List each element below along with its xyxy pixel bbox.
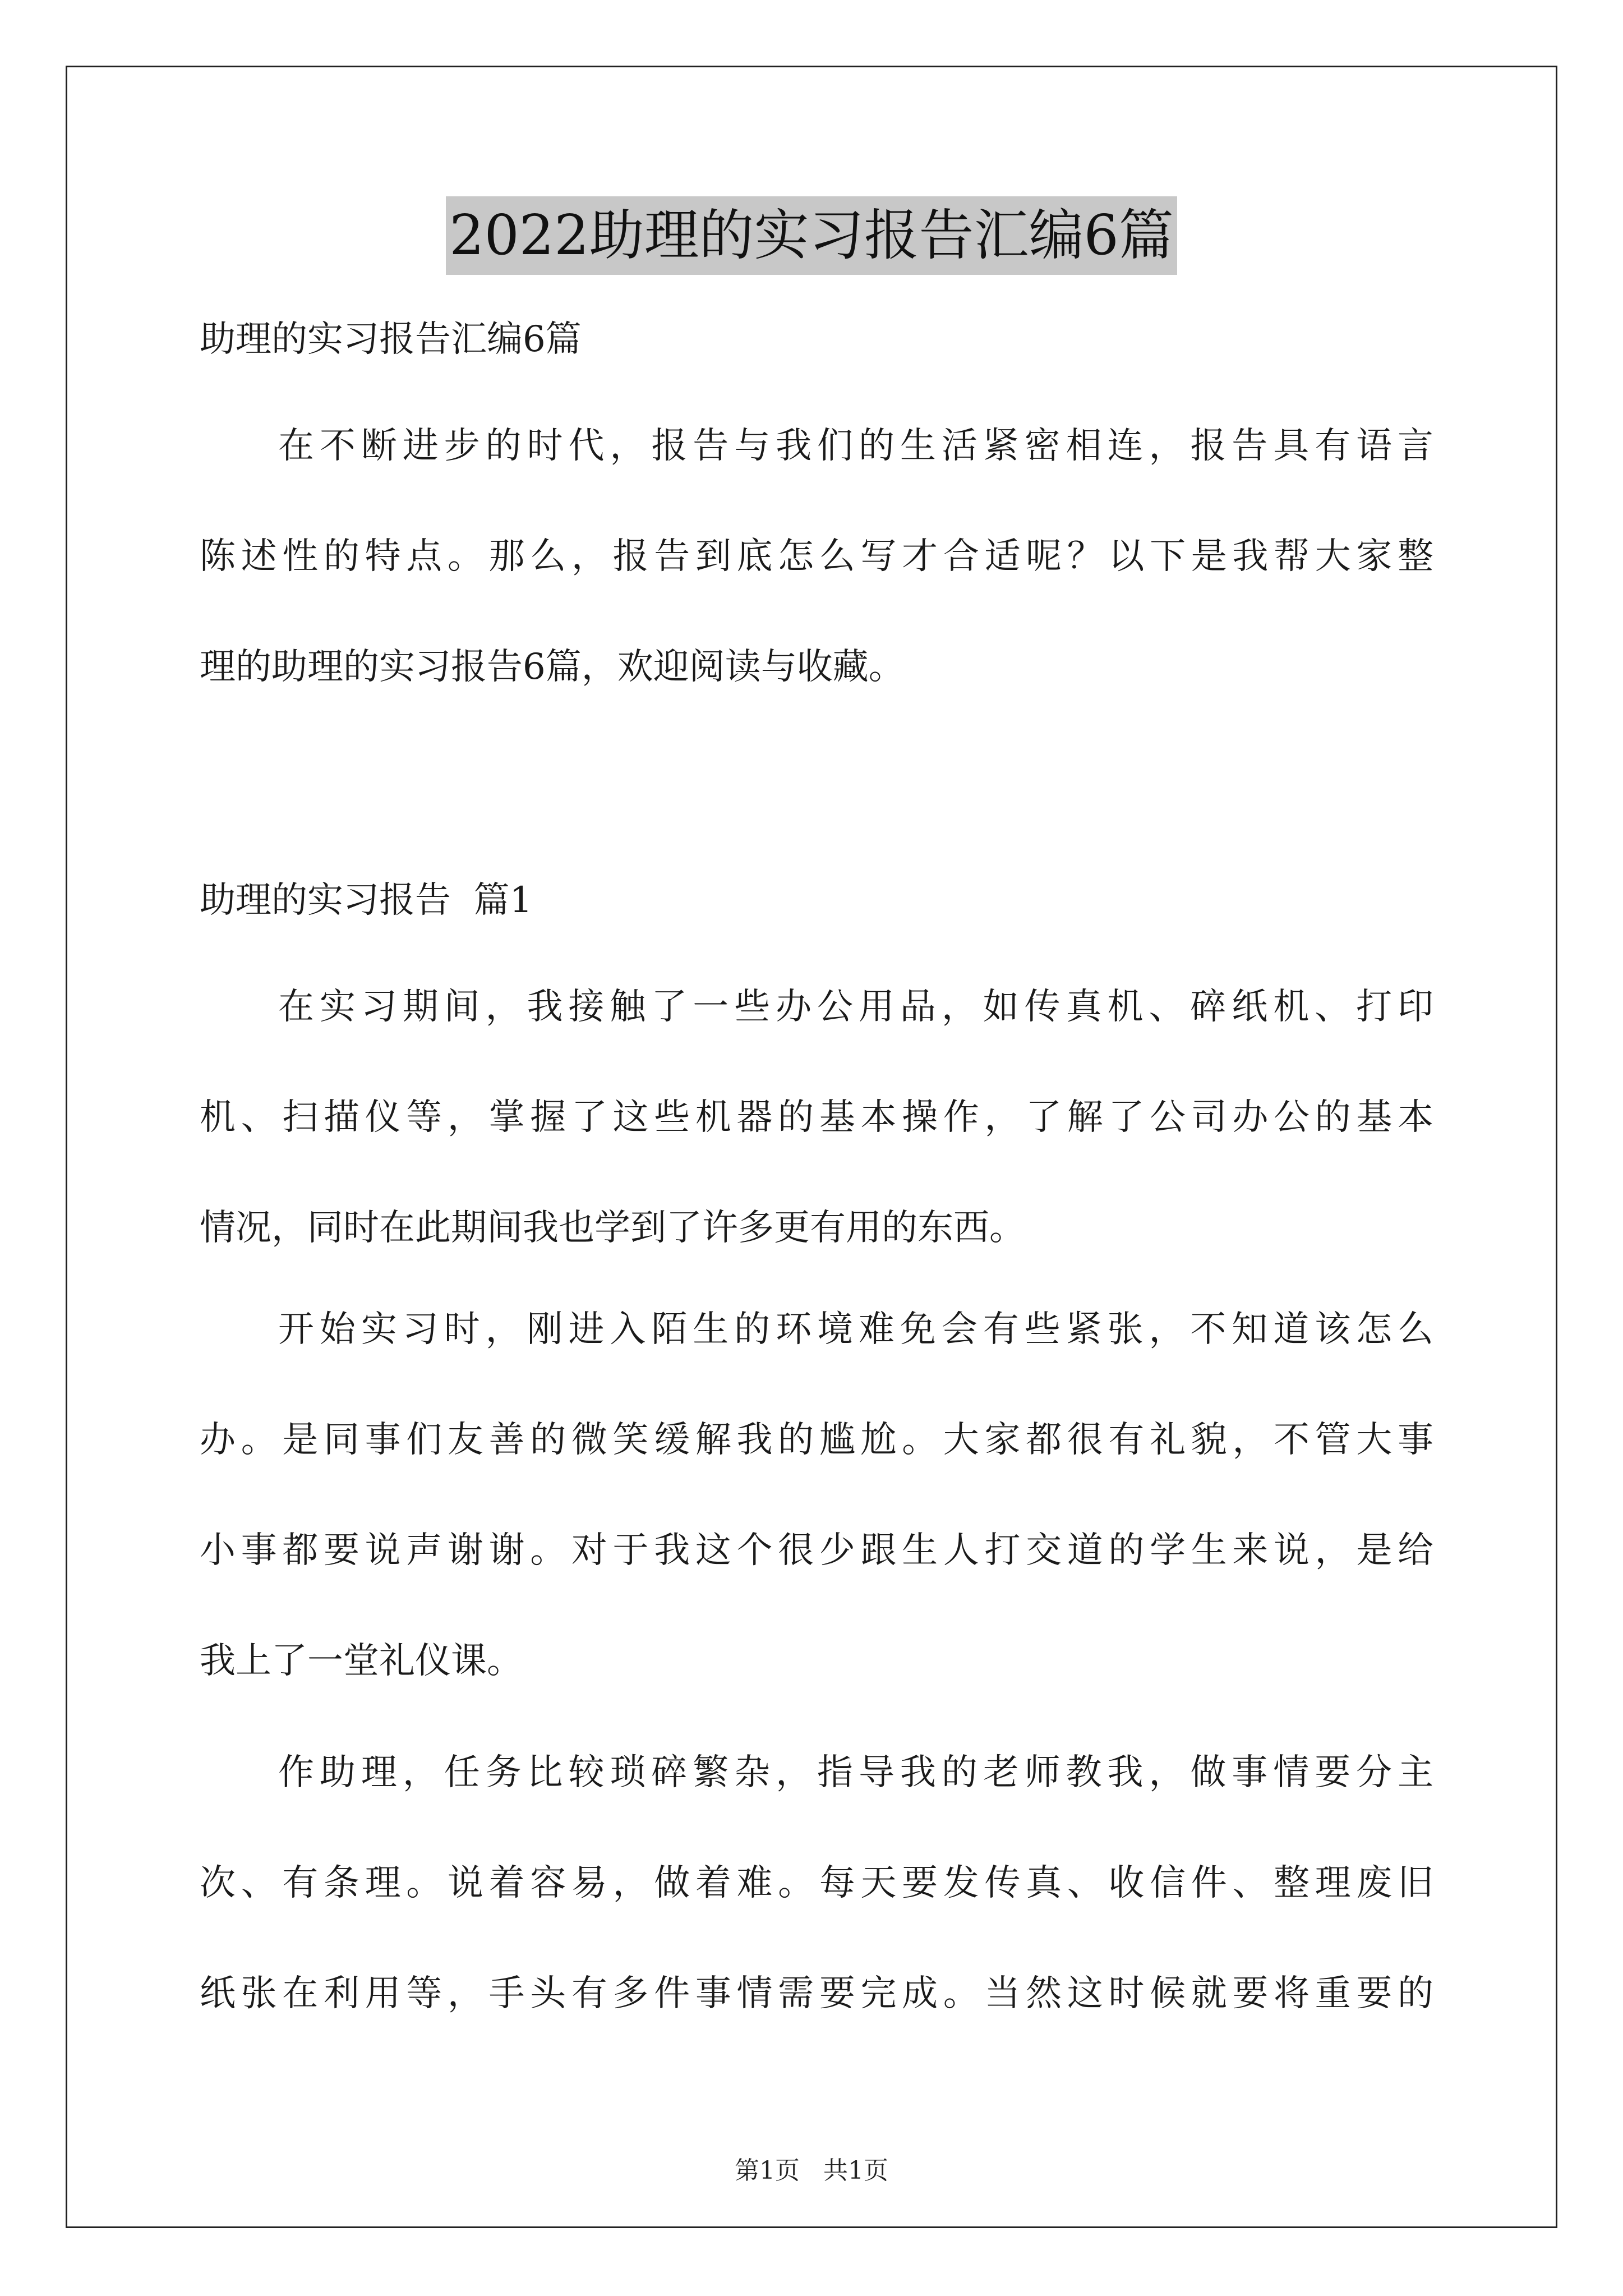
text-line: 作助理，任务比较琐碎繁杂，指导我的老师教我，做事情要分主 <box>278 1752 1433 1793</box>
page-footer <box>0 2154 1623 2188</box>
document-title: 2022助理的实习报告汇编6篇 <box>446 196 1177 275</box>
section-heading: 助理的实习报告 篇1 <box>200 880 533 921</box>
text-line: 机、扫描仪等，掌握了这些机器的基本操作，了解了公司办公的基本 <box>200 1097 1433 1138</box>
page-number: 第1页 <box>735 2156 800 2185</box>
text-line: 纸张在利用等，手头有多件事情需要完成。当然这时候就要将重要的 <box>200 1973 1433 2014</box>
text-line: 在不断进步的时代，报告与我们的生活紧密相连，报告具有语言 <box>278 425 1433 467</box>
text-line: 我上了一堂礼仪课。 <box>200 1640 523 1682</box>
text-line: 小事都要说声谢谢。对于我这个很少跟生人打交道的学生来说，是给 <box>200 1530 1433 1571</box>
page-total: 共1页 <box>823 2156 888 2185</box>
text-line: 办。是同事们友善的微笑缓解我的尴尬。大家都很有礼貌，不管大事 <box>200 1419 1433 1461</box>
paragraph-1 <box>200 979 1433 1256</box>
text-line: 次、有条理。说着容易，做着难。每天要发传真、收信件、整理废旧 <box>200 1862 1433 1904</box>
title-container <box>0 196 1623 275</box>
paragraph-3 <box>200 1745 1433 2022</box>
text-line: 开始实习时，刚进入陌生的环境难免会有些紧张，不知道该怎么 <box>278 1309 1433 1350</box>
text-line: 在实习期间，我接触了一些办公用品，如传真机、碎纸机、打印 <box>278 986 1433 1028</box>
text-line: 理的助理的实习报告6篇，欢迎阅读与收藏。 <box>200 646 905 688</box>
text-line: 陈述性的特点。那么，报告到底怎么写才合适呢？以下是我帮大家整 <box>200 536 1433 577</box>
paragraph-2 <box>200 1301 1433 1689</box>
document-subtitle: 助理的实习报告汇编6篇 <box>200 319 582 360</box>
intro-paragraph <box>200 418 1433 695</box>
text-line: 情况，同时在此期间我也学到了许多更有用的东西。 <box>200 1207 1025 1249</box>
